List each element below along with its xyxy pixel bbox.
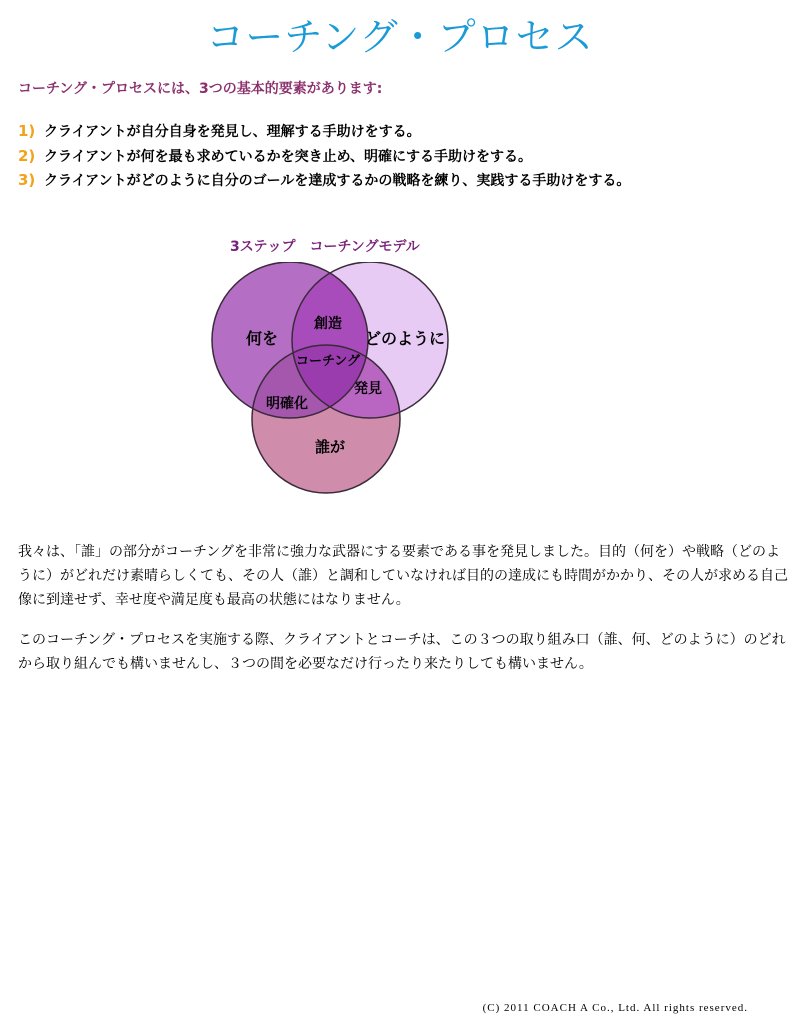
steps-list bbox=[18, 120, 630, 194]
paragraph: このコーチング・プロセスを実施する際、クライアントとコーチは、この３つの取り組み口（誰、何、どのように）のどれから取り組んでも構いませんし、３つの間を必要なだけ行ったり来たりしても構いません。 bbox=[18, 632, 786, 672]
intro-text: コーチング・プロセスには、3つの基本的要素があります: bbox=[18, 81, 383, 97]
label-create: 創造 bbox=[314, 316, 342, 332]
list-item bbox=[18, 169, 630, 194]
copyright-footer: (C) 2011 COACH A Co., Ltd. All rights reserved. bbox=[482, 1002, 748, 1014]
paragraph: 我々は、「誰」の部分がコーチングを非常に強力な武器にする要素である事を発見しました。目的（何を）や戦略（どのように）がどれだけ素晴らしくても、その人（誰）と調和していなければ目的の達成にも時間がかかり、その人が求める自己像に到達せず、幸せ度や満足度も最高の状態にはなりません。 bbox=[18, 544, 788, 608]
label-what: 何を bbox=[245, 329, 279, 348]
venn-diagram bbox=[200, 262, 460, 507]
label-center: コーチング bbox=[295, 354, 361, 369]
label-discover: 発見 bbox=[354, 381, 382, 397]
step-text: クライアントが何を最も求めているかを突き止め、明確にする手助けをする。 bbox=[44, 148, 533, 165]
list-item bbox=[18, 120, 630, 145]
label-who: 誰が bbox=[314, 438, 346, 456]
step-number: 2) bbox=[18, 146, 36, 165]
page-title: コーチング・プロセス bbox=[206, 15, 594, 59]
label-how: どのように bbox=[364, 329, 446, 348]
step-text: クライアントが自分自身を発見し、理解する手助けをする。 bbox=[44, 124, 421, 140]
list-item bbox=[18, 145, 630, 170]
step-number: 3) bbox=[18, 171, 36, 189]
step-number: 1) bbox=[18, 122, 36, 140]
diagram-title: 3ステップ コーチングモデル bbox=[230, 239, 420, 255]
step-text: クライアントがどのように自分のゴールを達成するかの戦略を練り、実践する手助けをする。 bbox=[44, 173, 631, 189]
label-clarify: 明確化 bbox=[266, 396, 308, 412]
